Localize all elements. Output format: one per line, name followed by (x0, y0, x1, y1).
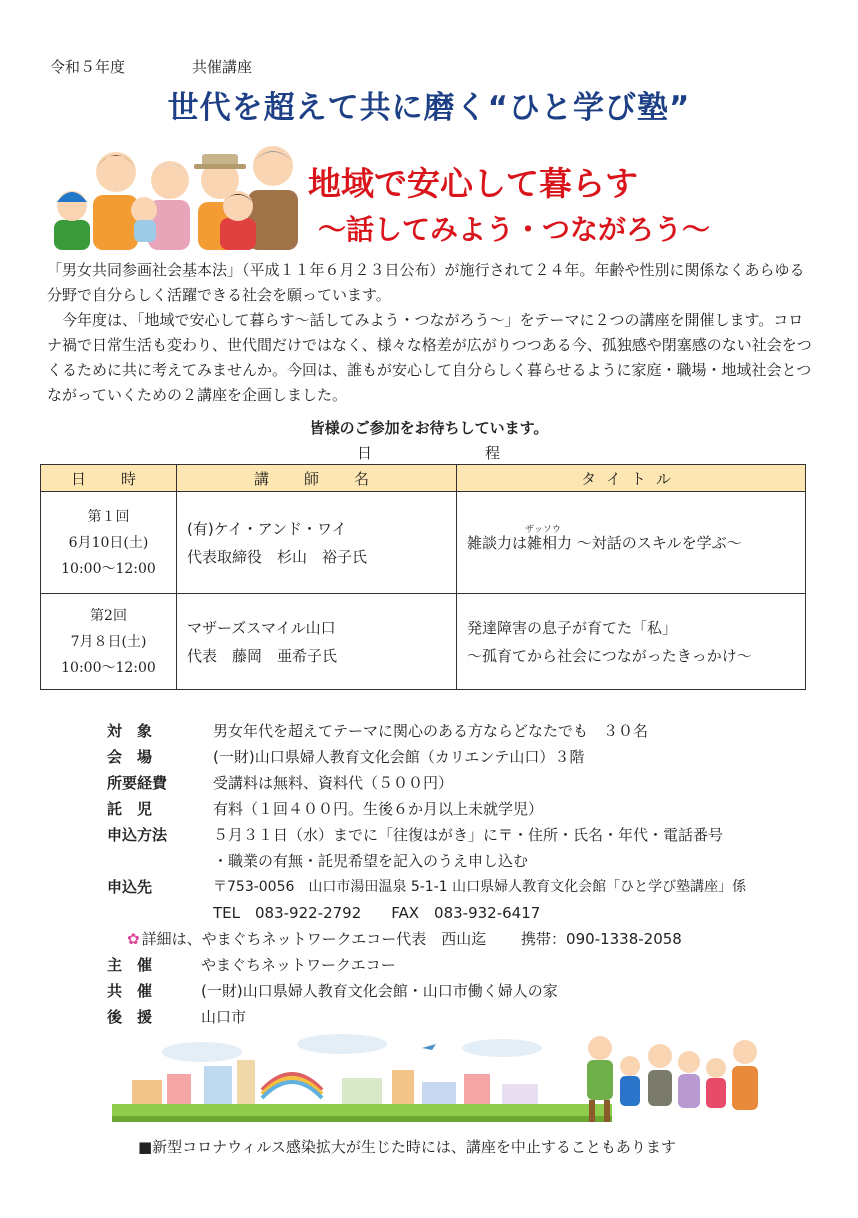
target-value: 男女年代を超えてテーマに関心のある方ならどなたでも ３０名 (213, 722, 649, 740)
apply-label: 申込方法 (107, 826, 168, 844)
info-row-detail (127, 926, 746, 952)
host-value: やまぐちネットワークエコー (201, 956, 396, 974)
cohost-label: 共 催 (107, 982, 153, 1000)
info-row-dest (107, 874, 746, 900)
info-row-dest-tel (107, 900, 746, 926)
detail-contact: 詳細は、やまぐちネットワークエコー代表 西山迄 携帯：090-1338-2058 (141, 930, 682, 948)
session-2-lecturer (177, 594, 457, 690)
year-label: 令和５年度 (50, 58, 126, 76)
info-section (107, 718, 746, 1030)
cohost-value: (一財)山口県婦人教育文化会館・山口市働く婦人の家 (201, 982, 558, 1000)
intro-text (47, 258, 812, 408)
header-title: タイトル (457, 465, 806, 492)
support-label: 後 援 (107, 1008, 153, 1026)
welcome-message: 皆様のご参加をお待ちしています。 (309, 419, 549, 437)
session-date: 7月８日(土) (70, 633, 147, 650)
session-1-title (457, 492, 806, 594)
session-1-lecturer (177, 492, 457, 594)
dest-address: 〒753-0056 山口市湯田温泉 5-1-1 山口県婦人教育文化会館「ひと学び塾講座」係 (213, 879, 747, 895)
schedule-table (40, 464, 806, 690)
info-row-host (107, 952, 746, 978)
ruby-base: 雑 (527, 533, 543, 552)
session-date: 6月10日(土) (68, 534, 149, 551)
lecturer-name: 代表 藤岡 亜希子氏 (187, 646, 338, 665)
table-header-row (41, 465, 806, 492)
dest-phone: TEL 083-922-2792 FAX 083-932-6417 (213, 904, 541, 922)
header-lecturer: 講 師 名 (177, 465, 457, 492)
schedule-title (357, 442, 507, 463)
cancellation-note: ■新型コロナウィルス感染拡大が生じた時には、講座を中止することもあります (138, 1138, 676, 1156)
session-time: 10:00～12:00 (61, 560, 156, 577)
info-row-target (107, 718, 746, 744)
session-2-datetime (41, 594, 177, 690)
ruby-word (525, 524, 561, 557)
schedule-title-a: 日 (357, 444, 373, 462)
info-row-support (107, 1004, 746, 1030)
info-row-childcare (107, 796, 746, 822)
venue-label: 会 場 (107, 748, 153, 766)
lecture-title-line-1: 発達障害の息子が育てた「私」 (467, 618, 678, 637)
cost-label: 所要経費 (107, 774, 168, 792)
childcare-value: 有料（１回４００円。生後６か月以上未就学児） (213, 800, 544, 818)
table-row (41, 492, 806, 594)
apply-value-1: ５月３１日（水）までに「往復はがき」に〒・住所・氏名・年代・電話番号 (213, 826, 724, 844)
cost-value: 受講料は無料、資料代（５００円） (213, 774, 454, 792)
subtitle-sub: ～話してみよう・つながろう～ (318, 213, 711, 246)
info-row-venue (107, 744, 746, 770)
apply-value-2: ・職業の有無・託児希望を記入のうえ申し込む (213, 852, 529, 870)
support-value: 山口市 (201, 1008, 247, 1026)
session-time: 10:00～12:00 (61, 659, 156, 676)
page-title: 世代を超えて共に磨く“ひと学び塾” (167, 90, 691, 126)
table-row (41, 594, 806, 690)
lecture-title-line-2: ～孤育てから社会につながったきっかけ～ (467, 646, 752, 665)
family-illustration (48, 140, 310, 255)
lecturer-org: マザーズスマイル山口 (187, 618, 336, 637)
lecture-title-part-b: 相力 ～対話のスキルを学ぶ～ (542, 533, 742, 552)
session-number: 第2回 (90, 607, 127, 624)
header-datetime: 日 時 (41, 465, 177, 492)
town-illustration (112, 1030, 792, 1125)
target-label: 対 象 (107, 722, 153, 740)
session-2-title (457, 594, 806, 690)
intro-paragraph-2: 今年度は、「地域で安心して暮らす～話してみよう・つながろう～」をテーマに２つの講座を開催します。コロナ禍で日常生活も変わり、世代間だけではなく、様々な格差が広がりつつある今、孤独感や閉塞感のない社会をつくるために共に考えてみませんか。今回は、誰もが安心して自分らしく暮らせるように家庭・職場・地域社会とつながっていくための２講座を企画しました。 (47, 311, 812, 404)
info-row-apply (107, 822, 746, 848)
subtitle-main: 地域で安心して暮らす (308, 164, 638, 203)
dest-label: 申込先 (107, 878, 153, 896)
childcare-label: 託 児 (107, 800, 153, 818)
course-type-label: 共催講座 (192, 58, 253, 76)
ruby-reading: ザッソウ (525, 524, 561, 535)
intro-paragraph-1: 「男女共同参画社会基本法」（平成１１年６月２３日公布）が施行されて２４年。年齢や性別に関係なくあらゆる分野で自分らしく活躍できる社会を願っています。 (47, 261, 805, 304)
lecturer-name: 代表取締役 杉山 裕子氏 (187, 547, 368, 566)
session-number: 第１回 (87, 508, 130, 525)
info-row-apply-cont (107, 848, 746, 874)
host-label: 主 催 (107, 956, 153, 974)
lecture-title-part-a: 雑談力は (467, 533, 528, 552)
lecturer-org: (有)ケイ・アンド・ワイ (187, 519, 347, 538)
info-row-cost (107, 770, 746, 796)
info-row-cohost (107, 978, 746, 1004)
session-1-datetime (41, 492, 177, 594)
venue-value: (一財)山口県婦人教育文化会館（カリエンテ山口）３階 (213, 748, 585, 766)
schedule-title-b: 程 (485, 444, 501, 462)
flower-icon: ✿ (127, 930, 140, 948)
